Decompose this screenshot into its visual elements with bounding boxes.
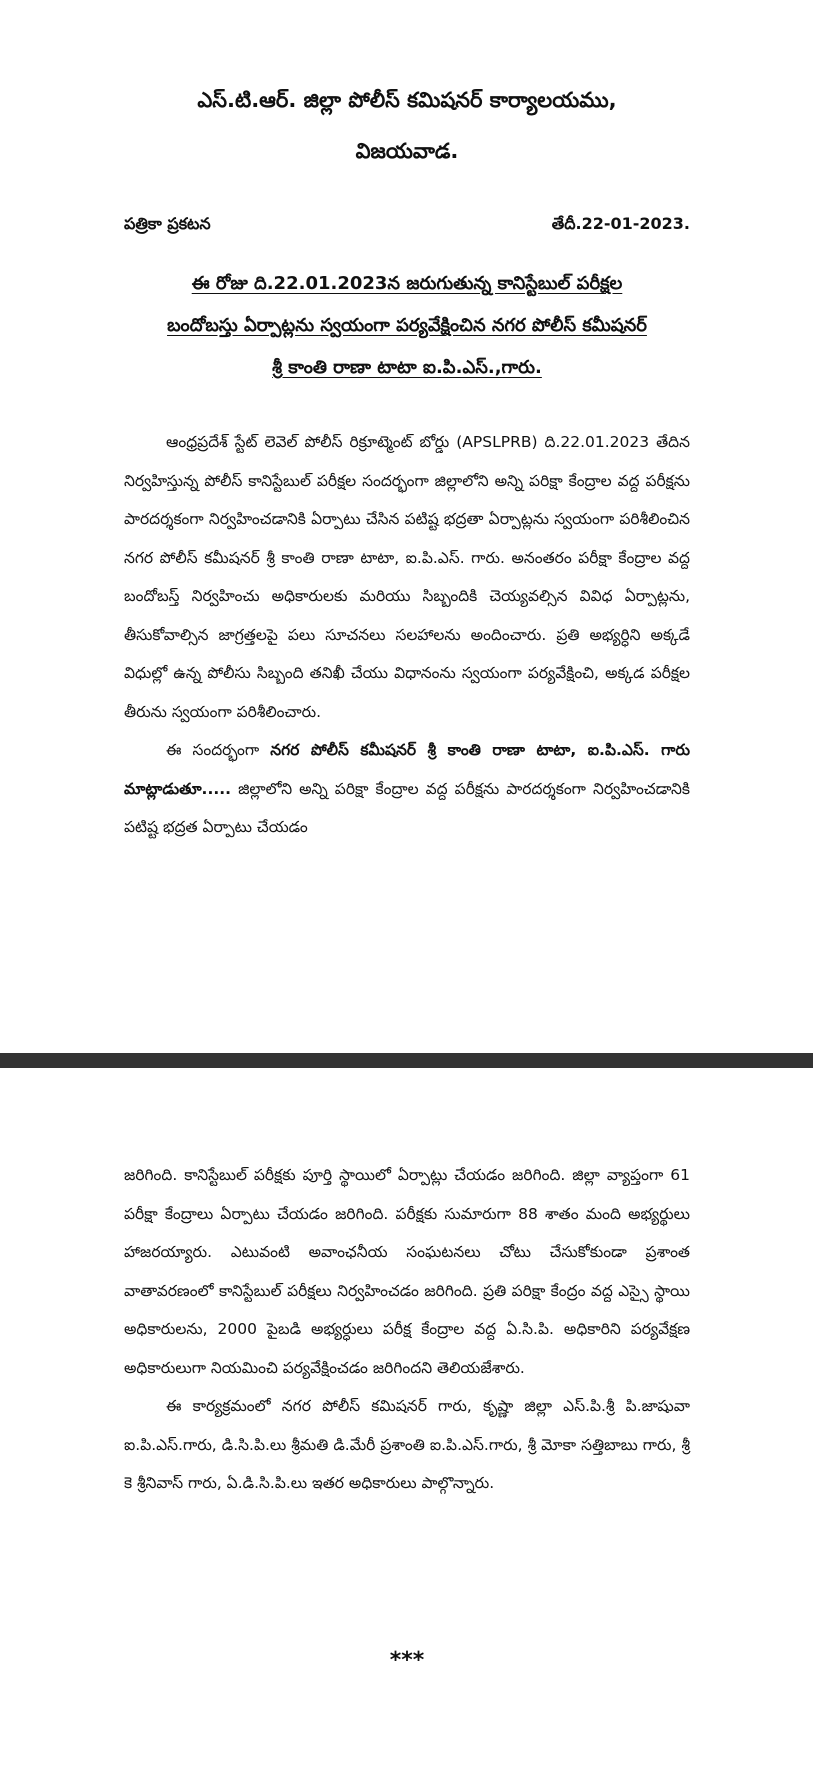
headline-block (124, 263, 690, 389)
page-divider (0, 1053, 813, 1068)
date-label: తేదీ.22-01-2023. (551, 214, 690, 233)
paragraph-2: ఈ సందర్భంగా నగర పోలీస్ కమీషనర్ శ్రీ కాంతి రాణా టాటా, ఐ.పి.ఎస్. గారు మాట్లాడుతూ..... జిల్లాలోని అన్ని పరిక్షా కేంద్రాల వద్ద పరీక్షను పారదర్శకంగా నిర్వహించడానికి పటిష్ట భద్రత ఏర్పాటు చేయడం (124, 741, 690, 836)
headline-line-3: శ్రీ కాంతి రాణా టాటా ఐ.పి.ఎస్.,గారు. (272, 357, 542, 378)
header-block (124, 88, 690, 164)
headline-line-1: ఈ రోజు ది.22.01.2023న జరుగుతున్న కానిస్టేబుల్ పరీక్షల (191, 273, 623, 294)
headline-line-2: బందోబస్తు ఏర్పాట్లను స్వయంగా పర్యవేక్షించిన నగర పోలీస్ కమీషనర్ (167, 315, 647, 336)
office-title: ఎస్.టి.ఆర్. జిల్లా పోలీస్ కమిషనర్ కార్యాలయము, (197, 88, 617, 112)
city-title: విజయవాడ. (355, 139, 459, 164)
paragraph-4: ఈ కార్యక్రమంలో నగర పోలీస్ కమిషనర్ గారు, కృష్ణా జిల్లా ఎస్.పి.శ్రీ పి.జాషువా ఐ.పి.ఎస్.గారు, డి.సి.పి.లు శ్రీమతి డి.మేరీ ప్రశాంతి ఐ.పి.ఎస్.గారు, శ్రీ మోకా సత్తిబాబు గారు, శ్రీ కె శ్రీనివాస్ గారు, ఏ.డి.సి.పి.లు ఇతర అధికారులు పాల్గొన్నారు. (124, 1397, 690, 1492)
doc-type-label: పత్రికా ప్రకటన (124, 214, 211, 233)
document-page-2 (0, 1068, 813, 1784)
end-stars: *** (389, 1648, 425, 1673)
paragraph-3: జరిగింది. కానిస్టేబుల్ పరీక్షకు పూర్తి స్థాయిలో ఏర్పాట్లు చేయడం జరిగింది. జిల్లా వ్యాప్తంగా 61 పరీక్షా కేంద్రాలు ఏర్పాటు చేయడం జరిగింది. పరీక్షకు సుమారుగా 88 శాతం మంది అభ్యర్థులు హాజరయ్యారు. ఎటువంటి అవాంఛనీయ సంఘటనలు చోటు చేసుకోకుండా ప్రశాంత వాతావరణంలో కానిస్టేబుల్ పరీక్షలు నిర్వహించడం జరిగింది. ప్రతి పరిక్షా కేంద్రం వద్ద ఎస్సై స్థాయి అధికారులను, 2000 పైబడి అభ్యర్ధులు పరీక్ష కేంద్రాల వద్ద ఏ.సి.పి. అధికారిని పర్యవేక్షణ అధికారులుగా నియమించి పర్యవేక్షించడం జరిగిందని తెలియజేశారు. (124, 1166, 690, 1377)
paragraph-1: ఆంధ్రప్రదేశ్ స్టేట్ లెవెల్ పోలీస్ రిక్రూట్మెంట్ బోర్డు (APSLPRB) ది.22.01.2023 తేదిన నిర్వహిస్తున్న పోలీస్ కానిస్టేబుల్ పరీక్షల సందర్భంగా జిల్లాలోని అన్ని పరిక్షా కేంద్రాల వద్ద పరీక్షను పారదర్శకంగా నిర్వహించడానికి ఏర్పాటు చేసిన పటిష్ట భద్రతా ఏర్పాట్లను స్వయంగా పరిశీలించిన నగర పోలీస్ కమీషనర్ శ్రీ కాంతి రాణా టాటా, ఐ.పి.ఎస్. గారు. అనంతరం పరీక్షా కేంద్రాల వద్ద బందోబస్త్ నిర్వహించు అధికారులకు మరియు సిబ్బందికి చెయ్యవల్సిన వివిధ ఏర్పాట్లను, తీసుకోవాల్సిన జాగ్రత్తలపై పలు సూచనలు సలహాలను అందించారు. ప్రతి అభ్యర్ధిని అక్కడే విధుల్లో ఉన్న పోలీసు సిబ్బంది తనిఖీ చేయు విధానంను స్వయంగా పర్యవేక్షించి, అక్కడ పరీక్షల తీరును స్వయంగా పరిశీలించారు. (124, 433, 690, 721)
meta-row (124, 214, 690, 237)
commissioner-quote-lead: నగర పోలీస్ కమీషనర్ శ్రీ కాంతి రాణా టాటా, ఐ.పి.ఎస్. గారు మాట్లాడుతూ..... (124, 741, 690, 798)
body-block-2 (124, 1156, 690, 1503)
body-block-1 (124, 423, 690, 847)
